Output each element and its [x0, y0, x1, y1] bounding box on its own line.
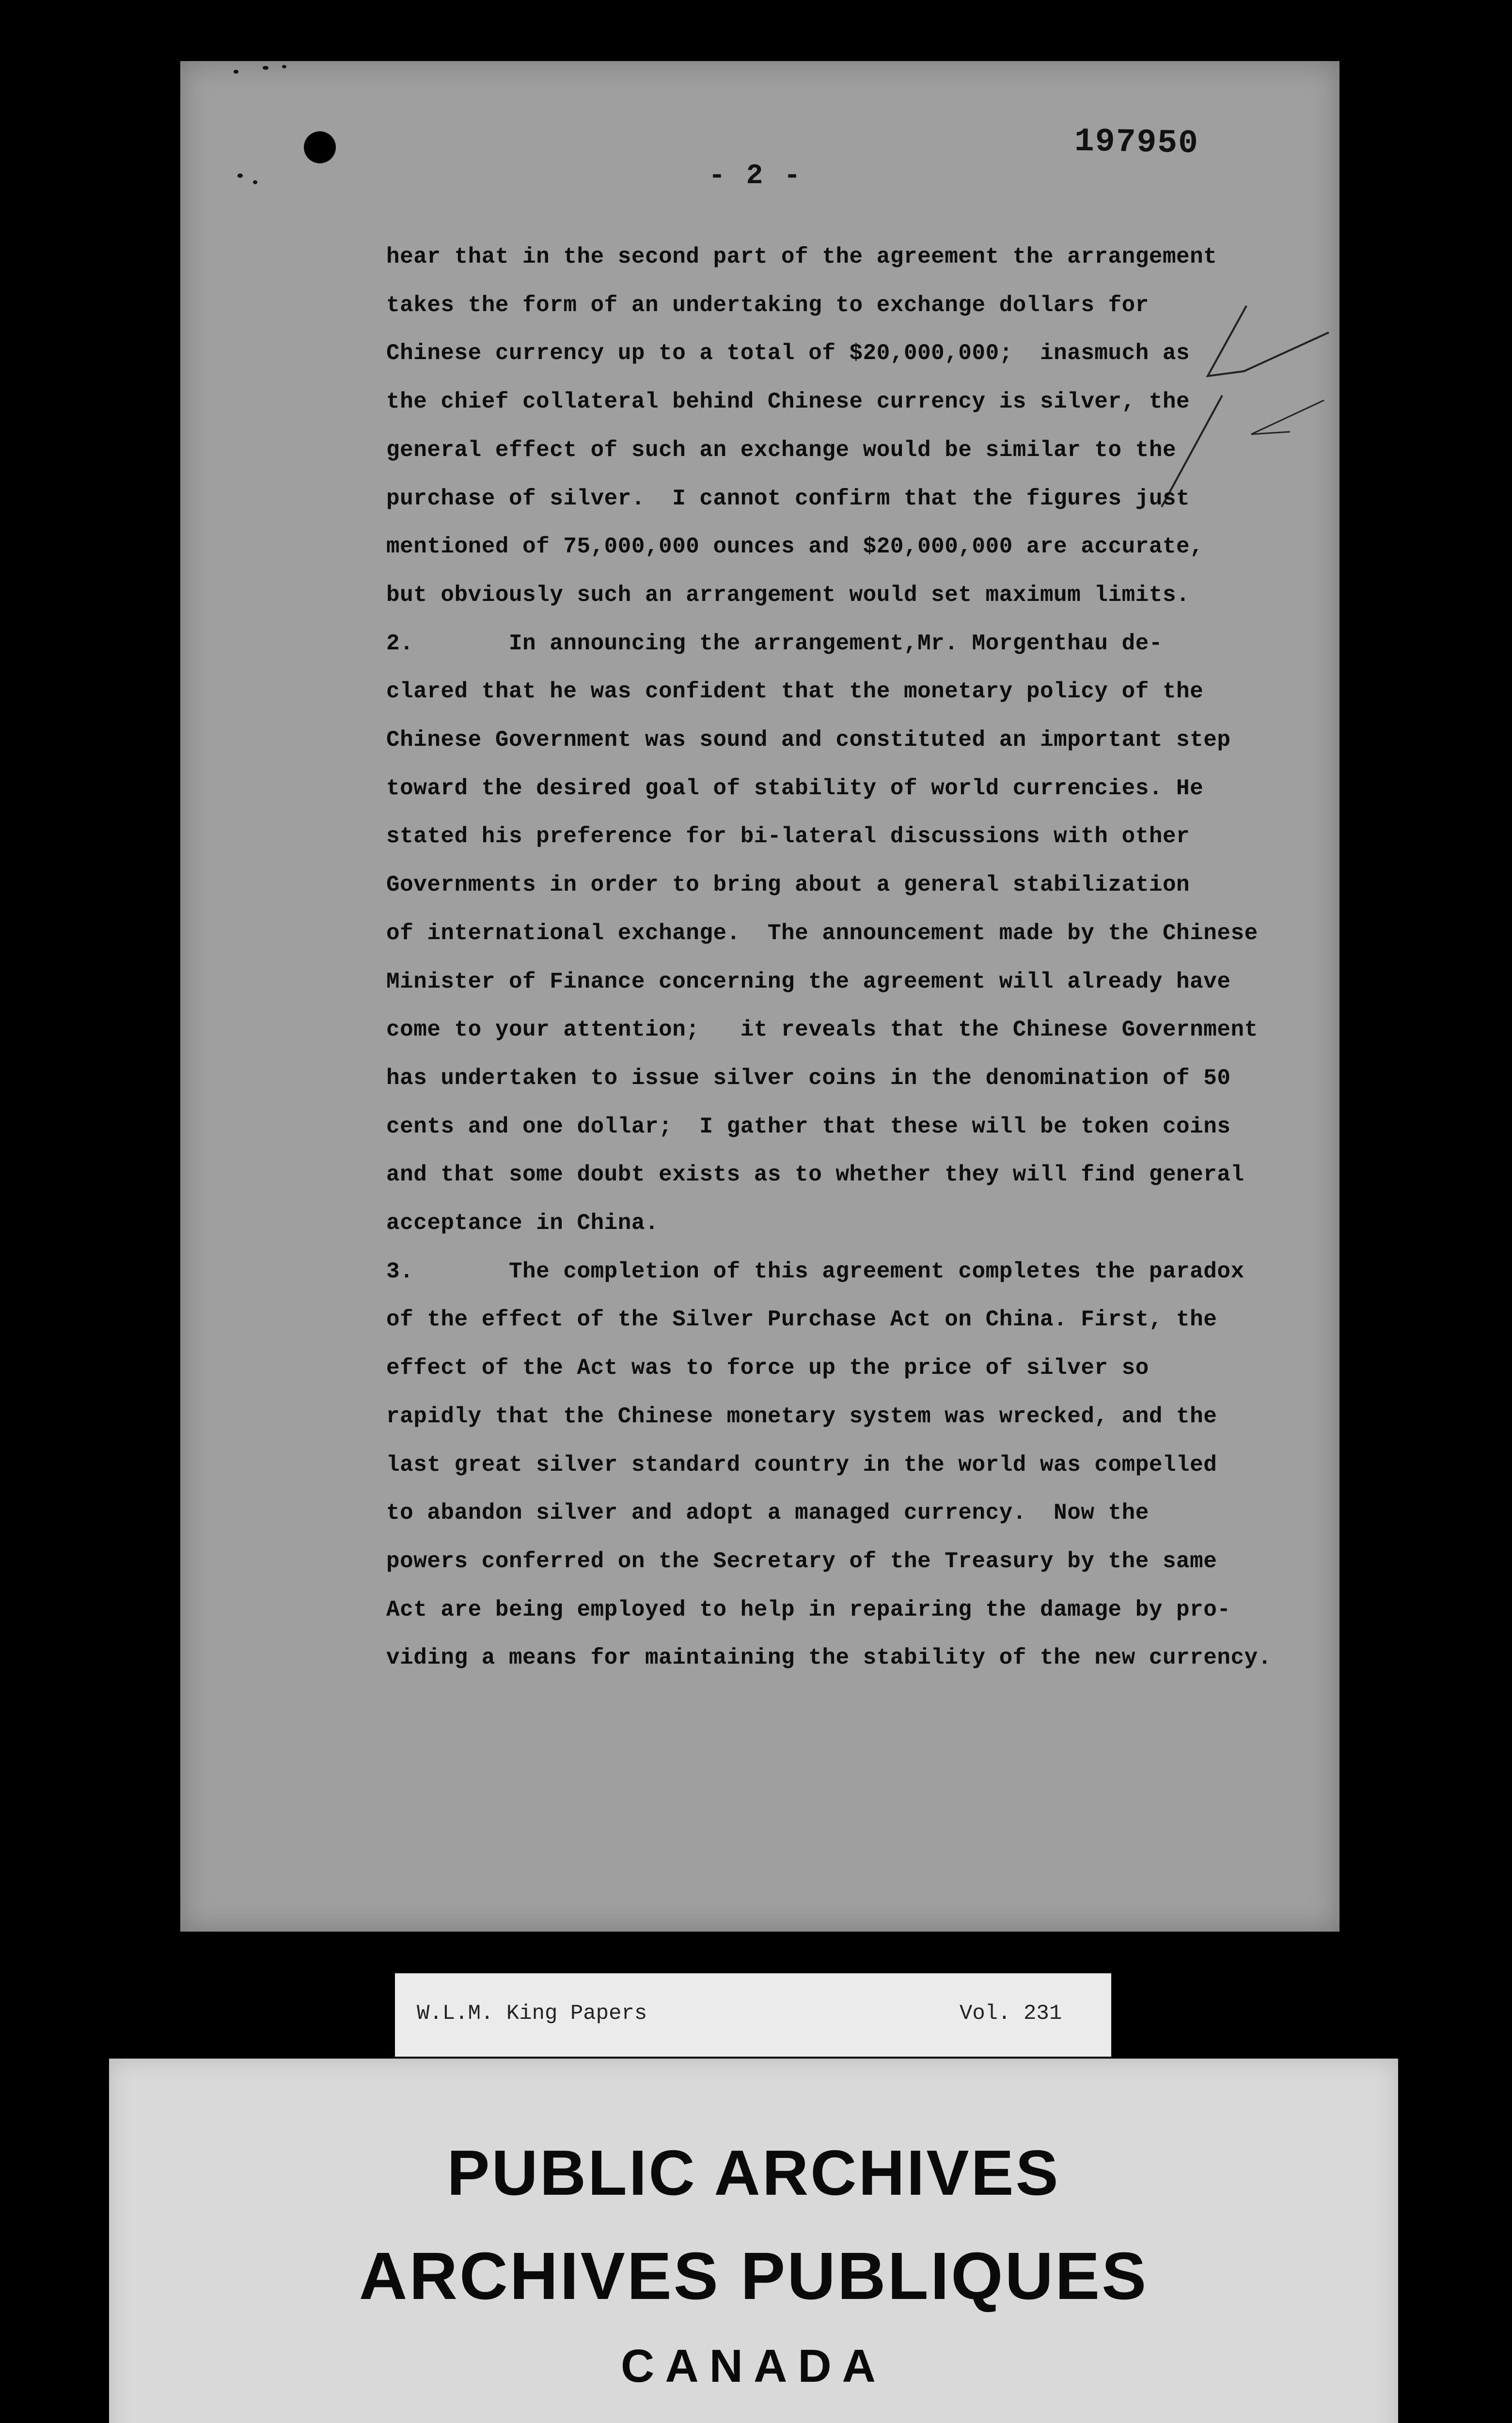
text-line: Chinese Government was sound and constituted an important step [386, 727, 1231, 753]
speck-mark [234, 70, 238, 74]
page-number: - 2 - [709, 160, 803, 192]
text-line: Minister of Finance concerning the agreement will already have [386, 969, 1231, 994]
text-line: powers conferred on the Secretary of the Treasury by the same [386, 1548, 1217, 1574]
text-line: effect of the Act was to force up the price of silver so [386, 1355, 1149, 1381]
archives-card [109, 2059, 1398, 2423]
text-line: of the effect of the Silver Purchase Act on China. First, the [386, 1307, 1217, 1333]
archive-label-strip [395, 1973, 1111, 2057]
text-line: the chief collateral behind Chinese currency is silver, the [386, 389, 1190, 415]
archives-heading-english: PUBLIC ARCHIVES [447, 2137, 1060, 2208]
text-line: general effect of such an exchange would be similar to the [386, 437, 1177, 463]
text-line: last great silver standard country in the world was compelled [386, 1452, 1217, 1478]
text-line: stated his preference for bi-lateral discussions with other [386, 824, 1190, 850]
speck-mark [282, 65, 286, 68]
document-page [180, 61, 1339, 1932]
text-line: purchase of silver. I cannot confirm that the figures just [386, 486, 1190, 511]
text-line: to abandon silver and adopt a managed currency. Now the [386, 1500, 1149, 1526]
punch-hole [304, 131, 336, 163]
text-line: takes the form of an undertaking to exchange dollars for [386, 292, 1149, 318]
text-line: and that some doubt exists as to whether they will find general [386, 1162, 1244, 1188]
text-line: has undertaken to issue silver coins in the denomination of 50 [386, 1065, 1231, 1091]
speck-mark [263, 66, 268, 70]
speck-mark [237, 173, 243, 178]
text-line: Governments in order to bring about a general stabilization [386, 872, 1190, 898]
text-line: cents and one dollar; I gather that these will be token coins [386, 1114, 1231, 1139]
text-line: acceptance in China. [386, 1211, 659, 1236]
archives-heading-french: ARCHIVES PUBLIQUES [359, 2239, 1149, 2313]
text-line: viding a means for maintaining the stability of the new currency. [386, 1645, 1272, 1671]
text-line: of international exchange. The announcement made by the Chinese [386, 920, 1258, 946]
text-line: but obviously such an arrangement would set maximum limits. [386, 582, 1190, 608]
text-line: 2. In announcing the arrangement,Mr. Morgenthau de- [386, 630, 1163, 656]
text-line: hear that in the second part of the agreement the arrangement [386, 244, 1217, 269]
text-line: Act are being employed to help in repairing the damage by pro- [386, 1597, 1231, 1622]
text-line: mentioned of 75,000,000 ounces and $20,000,000 are accurate, [386, 534, 1204, 560]
text-line: come to your attention; it reveals that the Chinese Government [386, 1017, 1258, 1043]
text-line: Chinese currency up to a total of $20,000,000; inasmuch as [386, 341, 1190, 366]
document-number: 197950 [1074, 123, 1199, 163]
archives-country: CANADA [621, 2340, 886, 2392]
text-line: toward the desired goal of stability of world currencies. He [386, 775, 1204, 801]
text-line: 3. The completion of this agreement completes the paradox [386, 1259, 1244, 1284]
text-line: rapidly that the Chinese monetary system was wrecked, and the [386, 1403, 1217, 1429]
document-body [386, 233, 1336, 1683]
speck-mark [253, 180, 257, 184]
text-line: clared that he was confident that the monetary policy of the [386, 679, 1204, 705]
volume-label: Vol. 231 [960, 2001, 1062, 2026]
collection-label: W.L.M. King Papers [417, 2001, 647, 2026]
